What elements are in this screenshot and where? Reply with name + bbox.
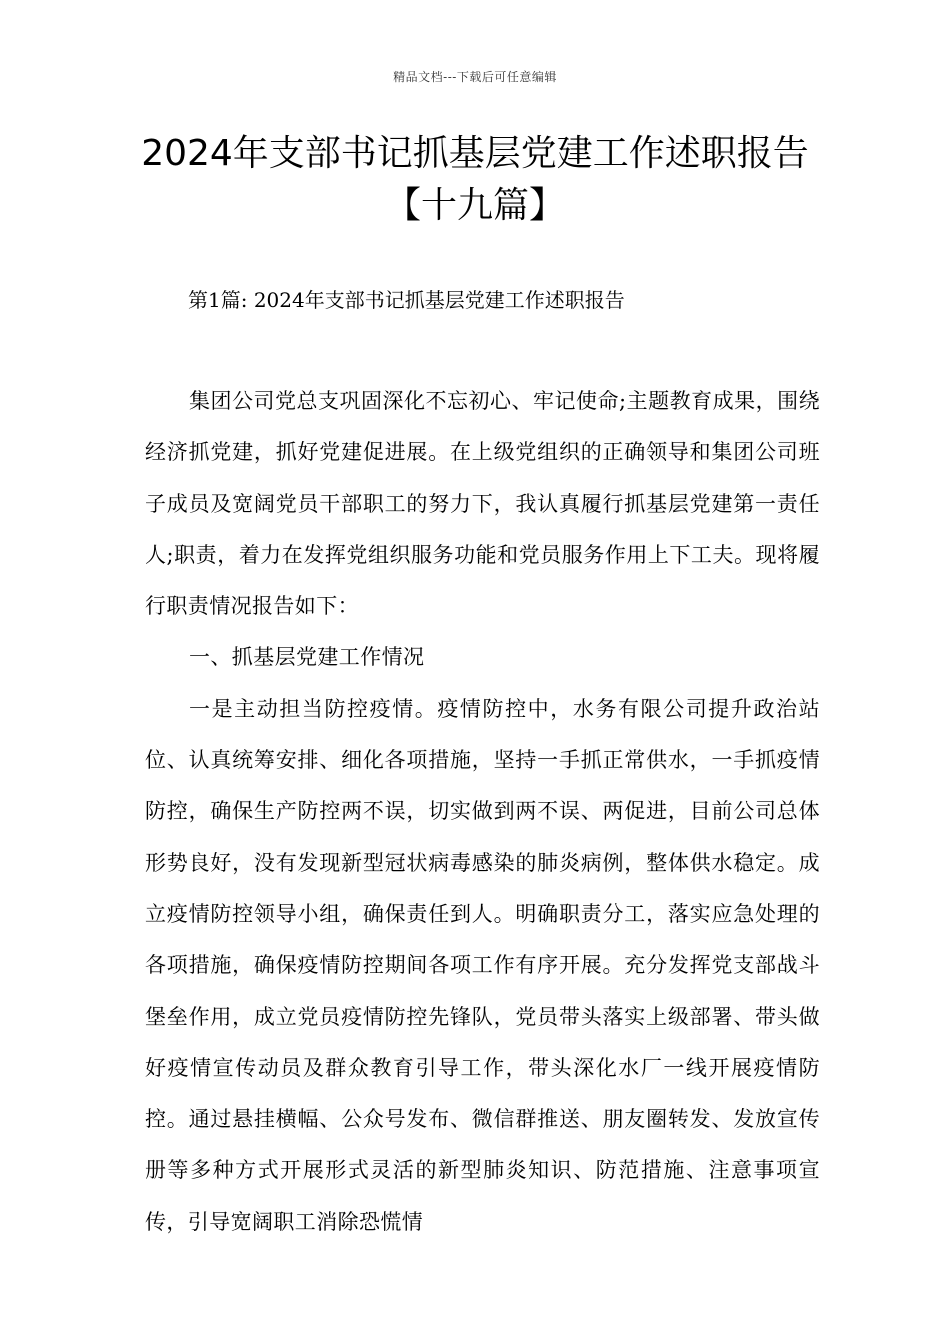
section-subtitle: 第1篇: 2024年支部书记抓基层党建工作述职报告 xyxy=(188,288,625,312)
header-note: 精品文档---下载后可任意编辑 xyxy=(393,70,557,84)
document-title: 2024年支部书记抓基层党建工作述职报告【十九篇】 xyxy=(141,133,809,226)
section-heading: 一、抓基层党建工作情况 xyxy=(189,645,425,670)
paragraph-intro: 集团公司党总支巩固深化不忘初心、牢记使命;主题教育成果，围绕经济抓党建，抓好党建促进展。在上级党组织的正确领导和集团公司班子成员及宽阔党员干部职工的努力下，我认真履行抓基层党建第一责任人;职责，着力在发挥党组织服务功能和党员服务作用上下工夫。现将履行职责情况报告如下： xyxy=(145,389,820,619)
document-body xyxy=(145,376,820,1248)
paragraph-epidemic: 一是主动担当防控疫情。疫情防控中，水务有限公司提升政治站位、认真统筹安排、细化各项措施，坚持一手抓正常供水，一手抓疫情防控，确保生产防控两不误，切实做到两不误、两促进，目前公司总体形势良好，没有发现新型冠状病毒感染的肺炎病例，整体供水稳定。成立疫情防控领导小组，确保责任到人。明确职责分工，落实应急处理的各项措施，确保疫情防控期间各项工作有序开展。充分发挥党支部战斗堡垒作用，成立党员疫情防控先锋队，党员带头落实上级部署、带头做好疫情宣传动员及群众教育引导工作，带头深化水厂一线开展疫情防控。通过悬挂横幅、公众号发布、微信群推送、朋友圈转发、发放宣传册等多种方式开展形式灵活的新型肺炎知识、防范措施、注意事项宣传，引导宽阔职工消除恐慌情 xyxy=(145,696,820,1234)
